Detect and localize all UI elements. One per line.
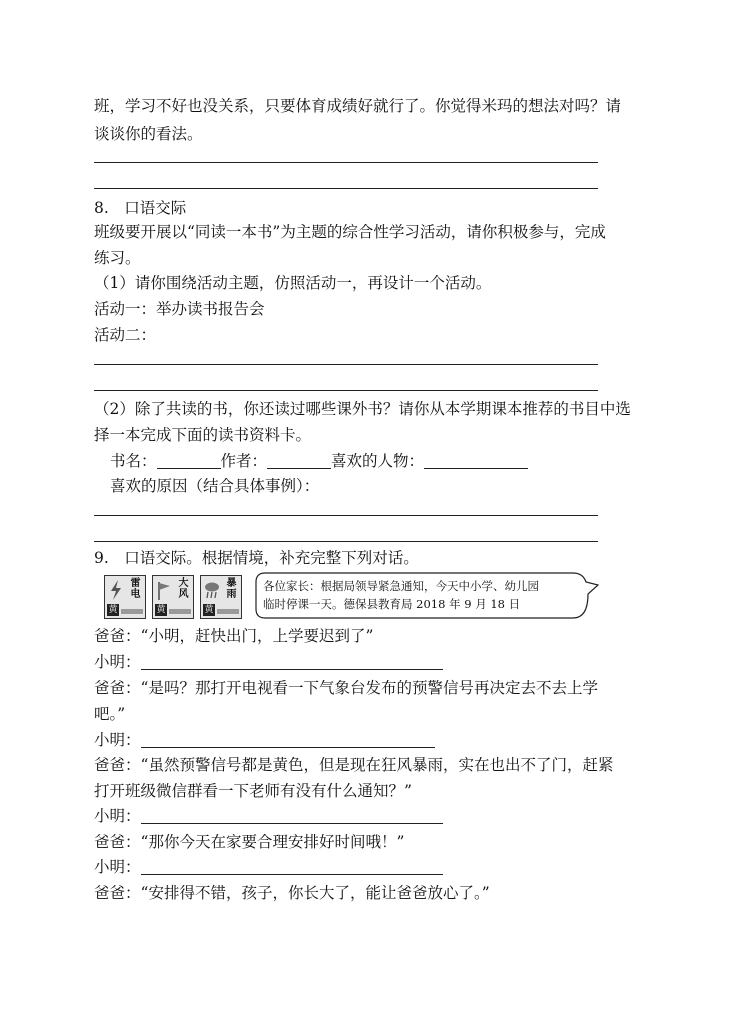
author-label: 作者： xyxy=(220,452,268,470)
dialog-line xyxy=(94,857,443,877)
dialog-line xyxy=(94,730,435,750)
speaker-xiaoming: 小明： xyxy=(94,858,141,876)
q8-part2-line2: 择一本完成下面的读书资料卡。 xyxy=(94,426,312,444)
answer-blank xyxy=(141,808,443,824)
activity-one: 活动一：举办读书报告会 xyxy=(94,300,265,318)
dialog-text: “那你今天在家要合理安排好时间哦！” xyxy=(140,833,405,851)
q7-text-line2: 谈谈你的看法。 xyxy=(94,125,203,143)
answer-blank xyxy=(141,654,443,670)
dialog-line xyxy=(94,755,613,775)
lightning-icon: 雷电 黄 xyxy=(104,575,146,619)
dialog-line xyxy=(94,652,443,672)
q8-part2-line1: （2）除了共读的书，你还读过哪些课外书？请你从本学期课本推荐的书目中选 xyxy=(94,400,631,418)
dialog-text: “虽然预警信号都是黄色，但是现在狂风暴雨，实在也出不了门，赶紧 xyxy=(140,756,614,774)
rain-cloud-icon: 暴雨 黄 xyxy=(200,575,242,619)
q9-title: 9. 口语交际。根据情境，补充完整下列对话。 xyxy=(94,549,419,567)
answer-line xyxy=(94,390,598,391)
notice-line1: 各位家长：根据局领导紧急通知，今天中小学、幼儿园 xyxy=(263,579,539,593)
activity-two-label: 活动二： xyxy=(94,326,157,344)
q8-intro-line2: 练习。 xyxy=(94,249,141,267)
speaker-dad: 爸爸： xyxy=(94,884,141,902)
dialog-text: “是吗？那打开电视看一下气象台发布的预警信号再决定去不去上学 xyxy=(140,679,598,697)
speaker-dad: 爸爸： xyxy=(94,756,141,774)
dialog-line xyxy=(94,678,598,698)
dialog-text: 吧。” xyxy=(94,705,126,723)
speaker-dad: 爸爸： xyxy=(94,833,141,851)
speaker-dad: 爸爸： xyxy=(94,679,141,697)
answer-line xyxy=(94,162,598,163)
wind-flag-icon: 大风 黄 xyxy=(152,575,194,619)
notice-bubble xyxy=(255,572,599,618)
q8-title: 8. 口语交际 xyxy=(94,199,187,217)
favorite-character-blank xyxy=(424,453,528,469)
speaker-xiaoming: 小明： xyxy=(94,731,141,749)
speaker-xiaoming: 小明： xyxy=(94,807,141,825)
dialog-line xyxy=(94,883,490,903)
warning-signals xyxy=(104,575,242,617)
answer-line xyxy=(94,541,598,542)
dialog-line xyxy=(94,832,404,852)
reading-card-row xyxy=(110,451,528,471)
q8-intro-line1: 班级要开展以“同读一本书”为主题的综合性学习活动，请你积极参与，完成 xyxy=(94,223,606,241)
answer-line xyxy=(94,364,598,365)
book-title-blank xyxy=(157,453,221,469)
answer-line xyxy=(94,515,598,516)
favorite-character-label: 喜欢的人物： xyxy=(331,452,425,470)
dialog-text: “安排得不错，孩子，你长大了，能让爸爸放心了。” xyxy=(140,884,490,902)
answer-line xyxy=(94,188,598,189)
speaker-xiaoming: 小明： xyxy=(94,653,141,671)
q8-part1: （1）请你围绕活动主题，仿照活动一，再设计一个活动。 xyxy=(94,274,492,292)
dialog-text: “小明，赶快出门，上学要迟到了” xyxy=(140,627,374,645)
answer-blank xyxy=(141,732,435,748)
dialog-line xyxy=(94,781,412,801)
author-blank xyxy=(267,453,331,469)
speaker-dad: 爸爸： xyxy=(94,627,141,645)
answer-blank xyxy=(141,859,443,875)
favorite-reason-label: 喜欢的原因（结合具体事例）： xyxy=(110,477,320,495)
dialog-line xyxy=(94,806,443,826)
dialog-line xyxy=(94,704,125,724)
notice-line2: 临时停课一天。德保县教育局 2018 年 9 月 18 日 xyxy=(263,597,521,611)
q7-text-line1: 班，学习不好也没关系，只要体育成绩好就行了。你觉得米玛的想法对吗？请 xyxy=(94,97,622,115)
dialog-text: 打开班级微信群看一下老师有没有什么通知？” xyxy=(94,782,412,800)
book-title-label: 书名： xyxy=(110,452,157,470)
dialog-line xyxy=(94,626,373,646)
